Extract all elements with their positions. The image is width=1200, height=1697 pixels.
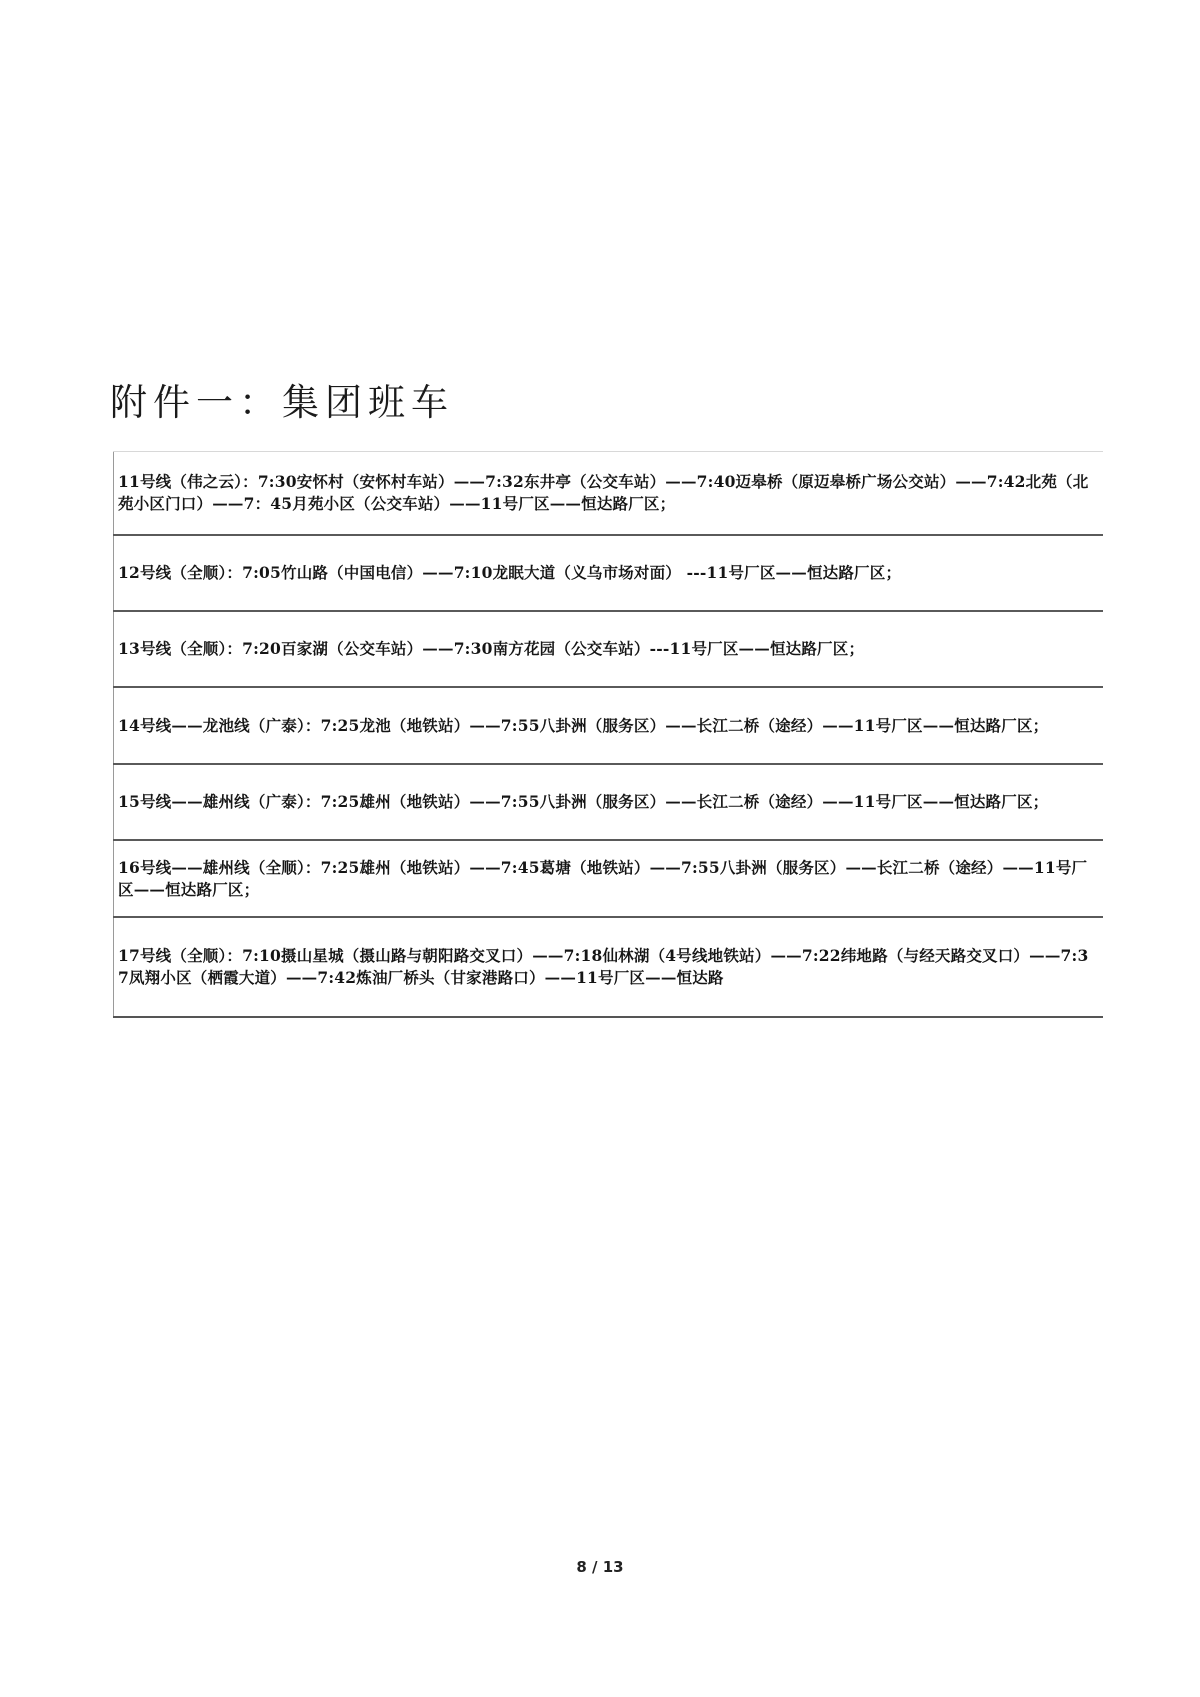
page-number: 8 / 13: [576, 1558, 624, 1576]
route-row-11: [113, 452, 1103, 534]
route-row-13: [113, 610, 1103, 686]
route-text: 16号线——雄州线（全顺）：7:25雄州（地铁站）——7:45葛塘（地铁站）——7:55八卦洲（服务区）——长江二桥（途经）——11号厂区——恒达路厂区；: [118, 857, 1088, 899]
route-text: 17号线（全顺）：7:10摄山星城（摄山路与朝阳路交叉口）——7:18仙林湖（4号线地铁站）——7:22纬地路（与经天路交叉口）——7:37凤翔小区（栖霞大道）——7:42炼油厂桥头（甘家港路口）——11号厂区——恒达路: [118, 946, 1089, 987]
route-row-16: [113, 839, 1103, 916]
route-row-17: [113, 916, 1103, 1016]
route-text: 12号线（全顺）：7:05竹山路（中国电信）——7:10龙眠大道（义乌市场对面） ---11号厂区——恒达路厂区；: [118, 563, 902, 582]
shuttle-route-table: [113, 451, 1103, 1018]
route-row-14: [113, 686, 1103, 763]
route-text: 11号线（伟之云）：7:30安怀村（安怀村车站）——7:32东井亭（公交车站）——7:40迈皋桥（原迈皋桥广场公交站）——7:42北苑（北苑小区门口）——7：45月苑小区（公交车站）——11号厂区——恒达路厂区；: [118, 472, 1089, 513]
page-heading: 附件一：集团班车: [110, 381, 454, 424]
route-text: 14号线——龙池线（广泰）：7:25龙池（地铁站）——7:55八卦洲（服务区）——长江二桥（途经）——11号厂区——恒达路厂区；: [118, 715, 1049, 735]
route-row-15: [113, 763, 1103, 839]
route-row-12: [113, 534, 1103, 610]
route-text: 15号线——雄州线（广泰）：7:25雄州（地铁站）——7:55八卦洲（服务区）——长江二桥（途经）——11号厂区——恒达路厂区；: [118, 792, 1049, 811]
route-text: 13号线（全顺）：7:20百家湖（公交车站）——7:30南方花园（公交车站）---11号厂区——恒达路厂区；: [118, 639, 865, 658]
